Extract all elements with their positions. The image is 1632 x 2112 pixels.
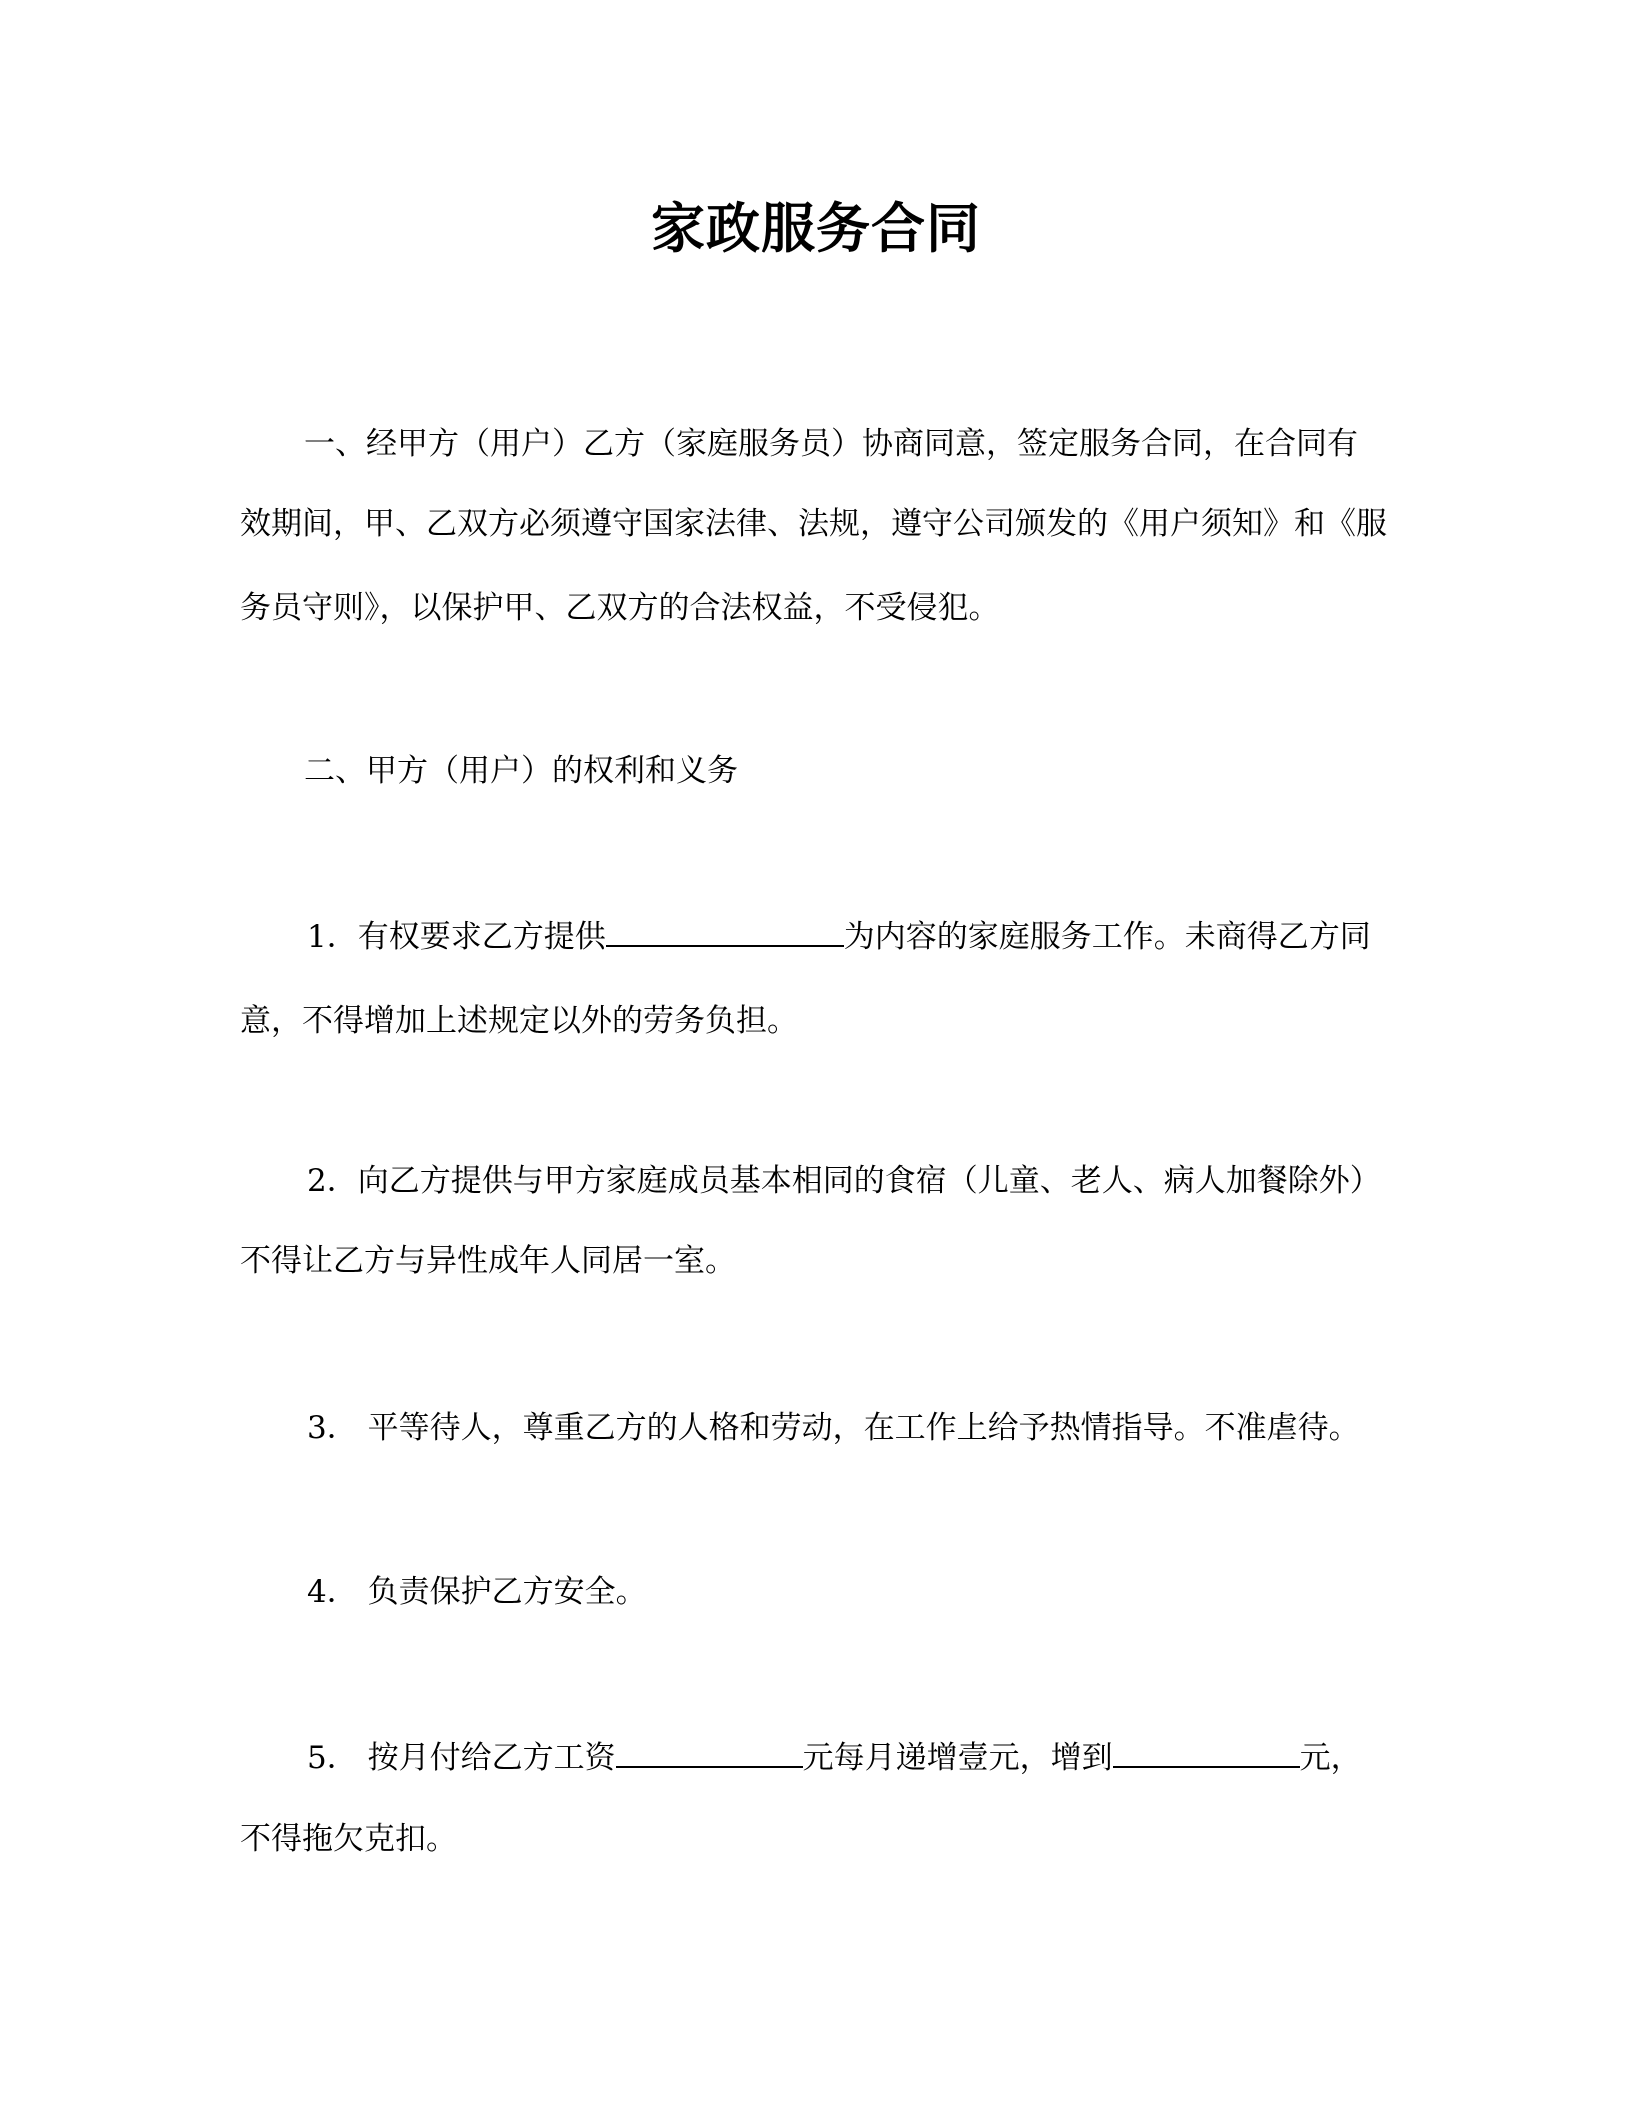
section1-line-3: 务员守则》，以保护甲、乙双方的合法权益，不受侵犯。 xyxy=(240,590,1000,626)
item2-line-1: 2．向乙方提供与甲方家庭成员基本相同的食宿（儿童、老人、病人加餐除外） xyxy=(307,1163,1381,1199)
section1-line-2: 效期间，甲、乙双方必须遵守国家法律、法规，遵守公司颁发的《用户须知》和《服 xyxy=(240,506,1387,542)
item3-line: 3． 平等待人，尊重乙方的人格和劳动，在工作上给予热情指导。不准虐待。 xyxy=(307,1410,1360,1446)
document-title: 家政服务合同 xyxy=(651,196,981,260)
item4-line: 4． 负责保护乙方安全。 xyxy=(307,1574,647,1610)
section1-line-1: 一、经甲方（用户）乙方（家庭服务员）协商同意，签定服务合同，在合同有 xyxy=(304,426,1358,462)
item5-salary-blank[interactable] xyxy=(616,1736,803,1768)
item1-text-before: 1．有权要求乙方提供 xyxy=(307,919,606,955)
item1-line-1 xyxy=(307,915,1371,957)
item5-text-middle: 元每月递增壹元，增到 xyxy=(802,1740,1113,1776)
item2-line-2: 不得让乙方与异性成年人同居一室。 xyxy=(240,1243,736,1279)
item5-text-after: 元， xyxy=(1299,1740,1362,1776)
item1-line-2: 意，不得增加上述规定以外的劳务负担。 xyxy=(240,1003,798,1039)
item5-line-1 xyxy=(307,1736,1362,1778)
item1-text-after: 为内容的家庭服务工作。未商得乙方同 xyxy=(843,919,1371,955)
item5-max-salary-blank[interactable] xyxy=(1113,1736,1300,1768)
section2-heading: 二、甲方（用户）的权利和义务 xyxy=(304,753,738,789)
item5-text-before: 5． 按月付给乙方工资 xyxy=(307,1740,616,1776)
item5-line-2: 不得拖欠克扣。 xyxy=(240,1821,457,1857)
item1-blank-field[interactable] xyxy=(606,915,844,947)
